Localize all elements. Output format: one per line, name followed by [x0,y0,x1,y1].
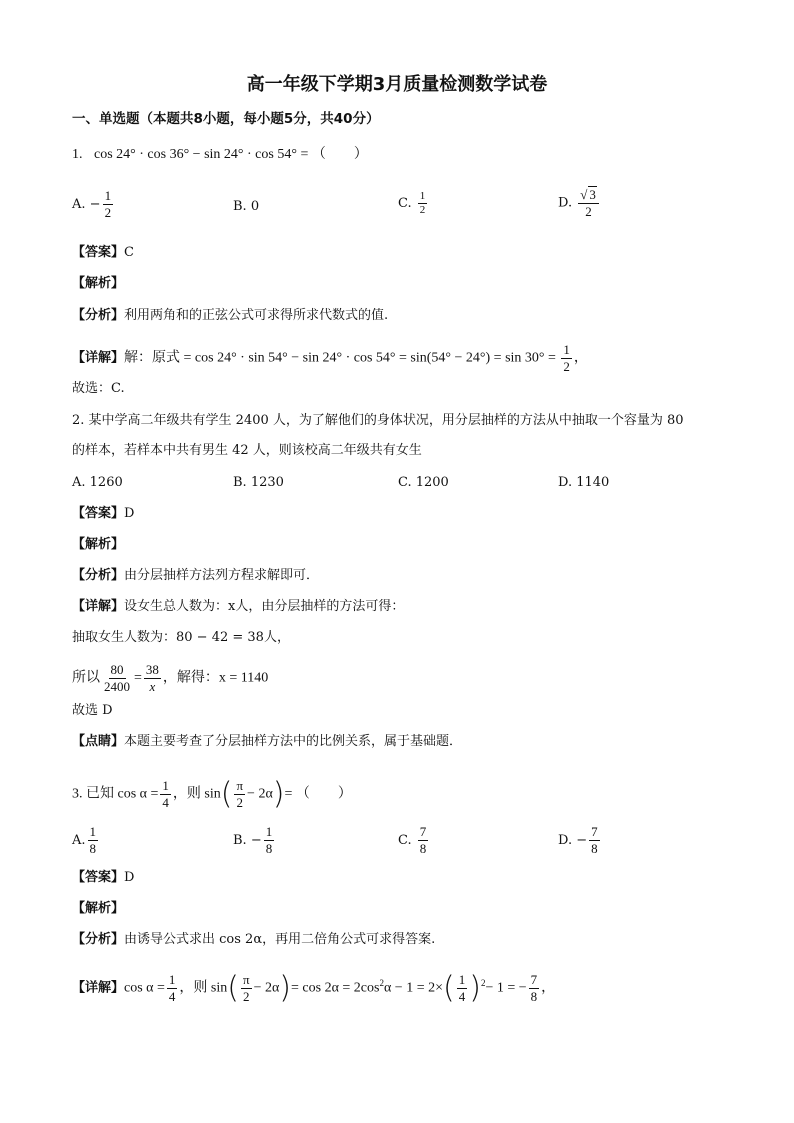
q1-option-b: B. 0 [233,199,260,214]
q1-xiangjie: 【详解】解：原式 = cos 24° · sin 54° − sin 24° · cos 54° = sin(54° − 24°) = sin 30° = $\frac{1}{2}$ ， [72,342,588,374]
q2-answer: 【答案】D [72,506,135,521]
q1-number: 1. [72,147,83,162]
q1-option-a: A. − $\frac{1}{2}$ [72,188,112,220]
q1-fenxi: 【分析】利用两角和的正弦公式可求得所求代数式的值. [72,308,389,323]
q2-step1: 抽取女生人数为：80 − 42 = 38人， [72,630,290,645]
q2-option-c: C. 1200 [398,475,449,490]
q3-option-a: A. $\frac{1}{8}$ [72,824,97,856]
q1-analysis-label: 【解析】 [72,276,125,291]
q1-option-d: D. $\frac{√ 3}{2}$ [558,186,601,220]
q2-fenxi: 【分析】由分层抽样方法列方程求解即可． [72,568,320,583]
q3-option-c: C. $\frac{7}{8}$ [398,824,427,856]
q2-stem-line1: 2. 某中学高二年级共有学生 2400 人，为了解他们的身体状况，用分层抽样的方法从中抽取一个容量为 80 [72,413,684,428]
page-title: 高一年级下学期3月质量检测数学试卷 [246,74,548,95]
q3-stem: 3. 已知 cos α = $\frac{1}{4}$ ，则 sin( $\frac{\pi}{2}$ − 2α)= （ ） [72,776,352,812]
q2-xiangjie: 【详解】设女生总人数为：x人，由分层抽样的方法可得： [72,599,405,614]
q1-stem [72,146,368,164]
q2-conclusion: 故选 D [72,703,113,718]
q3-option-d: D. − $\frac{7}{8}$ [558,824,598,856]
q2-dianjing: 【点睛】本题主要考查了分层抽样方法中的比例关系，属于基础题． [72,734,463,749]
q3-answer: 【答案】D [72,870,135,885]
q1-conclusion: 故选：C. [72,381,125,396]
q2-analysis-label: 【解析】 [72,537,125,552]
section-heading: 一、单选题（本题共8小题，每小题5分，共40分） [72,111,380,127]
q3-analysis-label: 【解析】 [72,901,125,916]
q2-option-d: D. 1140 [558,475,610,490]
q3-fenxi: 【分析】由诱导公式求出 cos 2α，再用二倍角公式可求得答案. [72,932,436,947]
q2-step2: 所以 $\frac{80}{2400}$ = $\frac{38}{x}$ ，解得：x = 1140 [72,662,269,694]
q2-option-b: B. 1230 [233,475,284,490]
q3-xiangjie: 【详解】cos α = $\frac{1}{4}$ ，则 sin( $\frac{\pi}{2}$ − $2\alpha)= \cos 2\alpha = 2\cos^2\alpha - 1 = 2\times$( $\frac{1}{4}$ )$^2$− 1 = − $\frac{7}{8}$ ， [72,970,556,1006]
q1-option-c: C. $\frac{1}{2}$ [398,190,426,216]
q2-stem-line2: 的样本，若样本中共有男生 42 人，则该校高二年级共有女生 [72,443,422,458]
q1-expression: cos 24° · cos 36° − sin 24° · cos 54° = （ ） [94,147,368,162]
q3-option-b: B. − $\frac{1}{8}$ [233,824,273,856]
q1-answer: 【答案】C [72,245,134,260]
q2-option-a: A. 1260 [72,475,123,490]
